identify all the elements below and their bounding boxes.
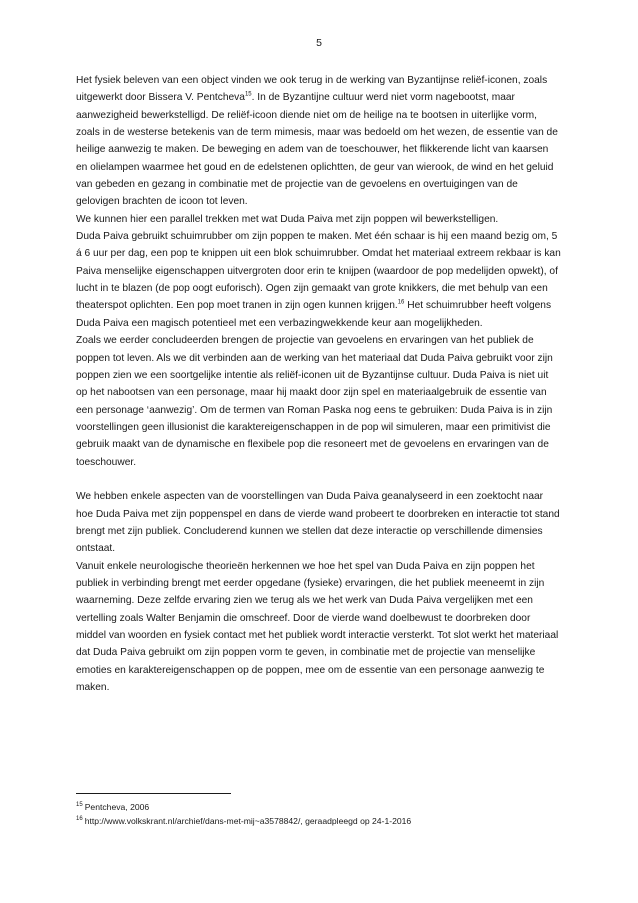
footnote-separator: [76, 793, 231, 794]
footnote-link[interactable]: http://www.volkskrant.nl/archief/dans-met-mij~a3578842/, geraadpleegd op 24-1-2016: [84, 816, 412, 826]
paragraph-conclusion-intro: We hebben enkele aspecten van de voorstellingen van Duda Paiva geanalyseerd in een zoektocht naar hoe Duda Paiva met zijn poppenspel en dans de vierde wand probeert te doorbreken en interactie tot stand brengt met zijn publiek. Concluderend kunnen we stellen dat deze interactie op verschillende dimensies ontstaat.: [76, 491, 560, 555]
page-number: 5: [316, 37, 322, 49]
paragraph-byzantine-icons: [76, 72, 562, 211]
paragraph-text: Duda Paiva gebruikt schuimrubber om zijn poppen te maken. Met één schaar is hij een maand bezig om, 5 á 6 uur per dag, een pop te knippen uit een blok schuimrubber. Omdat het materiaal extreem rekbaar is kan Paiva menselijke eigenschappen uitvergroten door erin te knijpen (waardoor de pop medelijden opwekt), of lucht in te blazen (de pop oogt euforisch). Ogen zijn gemaakt van grote knikkers, die met behulp van een theaterspot oplichten. Een pop moet tranen in zijn ogen kunnen krijgen.: [76, 231, 561, 312]
paragraph-text: Het fysiek beleven van een object vinden we ook terug in de werking van Byzantijnse reliëf-iconen, zoals uitgewerkt door Bissera V. Pentcheva: [76, 75, 548, 104]
footnote-ref-16[interactable]: 16: [397, 300, 405, 307]
footnote-number: 15: [76, 802, 83, 809]
body-text: [76, 72, 562, 696]
footnotes: [76, 800, 562, 828]
paragraph-text: . In de Byzantijne cultuur werd niet vorm nagebootst, maar aanwezigheid bewerkstelligd. De reliëf-icoon diende niet om de heilige na te bootsen in uiterlijke vorm, zoals in de westerse betekenis van de term mimesis, maar was bedoeld om het wezen, de essentie van de heilige aanwezig te maken. De beweging en adem van de toeschouwer, het flikkerende licht van kaarsen en olielampen waarmee het goud en de edelstenen oplichtten, de geur van wierook, de wind en het geluid van gebeden en gezang in combinatie met de projectie van de gevoelens en overtuigingen van de gelovigen brachten de icoon tot leven.: [76, 92, 558, 208]
footnote-number: 16: [76, 816, 83, 823]
footnote-text: Pentcheva, 2006: [84, 802, 150, 812]
paragraph-parallel: We kunnen hier een parallel trekken met wat Duda Paiva met zijn poppen wil bewerkstelligen.: [76, 213, 499, 225]
footnote-15: [76, 800, 562, 814]
footnote-ref-15[interactable]: 15: [244, 91, 252, 98]
paragraph-text: Het schuimrubber heeft volgens Duda Paiva een magisch potentieel met een verbazingwekkende keur aan mogelijkheden.: [76, 300, 552, 329]
paragraph-conclusion: Vanuit enkele neurologische theorieën herkennen we hoe het spel van Duda Paiva en zijn poppen het publiek in verbinding brengt met eerder opgedane (fysieke) ervaringen, die het publiek meeneemt in zijn waarneming. Deze zelfde ervaring zien we terug als we het werk van Duda Paiva vergelijken met een vertelling zoals Walter Benjamin die omschreef. Door de vierde wand doelbewust te doorbreken door middel van woorden en fysiek contact met het publiek wordt interactie versterkt. Tot slot werkt het materiaal dat Duda Paiva gebruikt om zijn poppen vorm te geven, in combinatie met de projectie van menselijke emoties en karaktereigenschappen op de poppen, mee om de essentie van een personage aanwezig te maken.: [76, 560, 559, 694]
paragraph-projection: Zoals we eerder concludeerden brengen de projectie van gevoelens en ervaringen van het publiek de poppen tot leven. Als we dit verbinden aan de werking van het materiaal dat Duda Paiva gebruikt voor zijn poppen zien we een soortgelijke intentie als reliëf-iconen uit de Byzantijnse cultuur. Duda Paiva is niet uit op het nabootsen van een personage, maar hij maakt door zijn spel en materiaalgebruik de essentie van een personage ‘aanwezig’. Om de termen van Roman Paska nog eens te gebruiken: Duda Paiva is in zijn voorstellingen geen illusionist die karaktereigenschappen in de pop wil simuleren, maar een primitivist die gebruik maakt van de dynamische en flexibele pop die resoneert met de gevoelens en ervaringen van de toeschouwer.: [76, 335, 553, 468]
paragraph-foam-rubber: [76, 228, 562, 332]
footnote-16: [76, 814, 562, 828]
